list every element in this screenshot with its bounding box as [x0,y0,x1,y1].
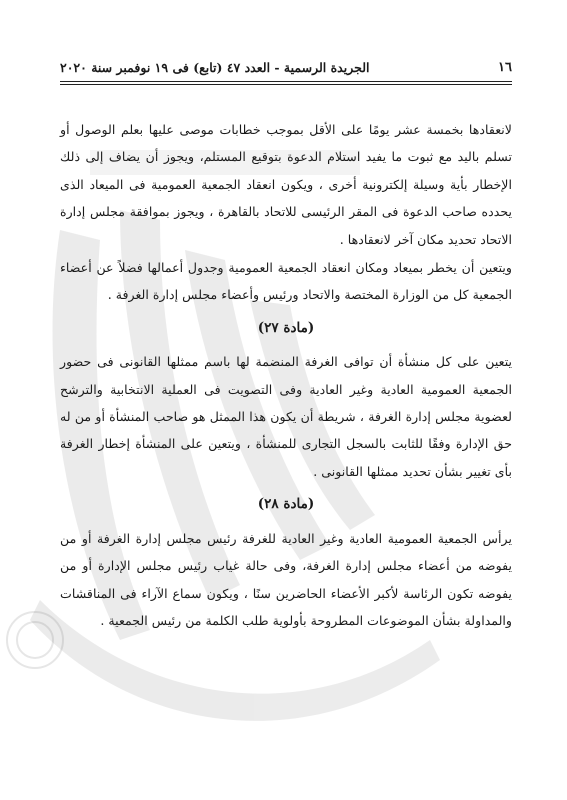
paragraph: ويتعين أن يخطر بميعاد ومكان انعقاد الجمعية العمومية وجدول أعمالها فضلاً عن أعضاء الجمعية كل من الوزارة المختصة والاتحاد ورئيس وأعضاء مجلس إدارة الغرفة . [60,260,512,303]
article-28-heading: (مادة ٢٨) [257,496,315,513]
document-body [60,116,512,634]
document-page [60,60,512,635]
paragraph: لانعقادها بخمسة عشر يومًا على الأقل بموجب خطابات موصى عليها بعلم الوصول أو تسلم باليد مع ثبوت ما يفيد استلام الدعوة بتوقيع المستلم، ويجوز أن يضاف إلى ذلك الإخطار بأية وسيلة إلكترونية أخرى ، ويكون انعقاد الجمعية العمومية فى الميعاد الذى يحدده صاحب الدعوة فى المقر الرئيسى للاتحاد بالقاهرة ، ويجوز بموافقة مجلس إدارة الاتحاد تحديد مكان آخر لانعقادها . [60,122,512,247]
page-header [60,60,512,82]
page-number: ١٦ [498,60,512,75]
article-28-text: يرأس الجمعية العمومية العادية وغير العادية للغرفة رئيس مجلس إدارة الغرفة أو من يفوضه من أعضاء مجلس إدارة الغرفة، وفى حالة غياب رئيس مجلس الإدارة أو من يفوضه تكون الرئاسة لأكبر الأعضاء الحاضرين سنًا ، ويكون سماع الآراء فى المناقشات والمداولة بشأن الموضوعات المطروحة بأولوية طلب الكلمة من رئيس الجمعية . [60,530,512,628]
gazette-title: الجريدة الرسمية - العدد ٤٧ (تابع) فى ١٩ نوفمبر سنة ٢٠٢٠ [60,60,370,75]
article-27-text: يتعين على كل منشأة أن توافى الغرفة المنضمة لها باسم ممثلها القانونى فى حضور الجمعية العمومية العادية وغير العادية وفى التصويت فى العملية الانتخابية والترشح لعضوية مجلس إدارة الغرفة ، شريطة أن يكون هذا الممثل هو صاحب المنشأة أو من له حق الإدارة وفقًا للثابت بالسجل التجارى للمنشأة ، ويتعين على المنشأة إخطار الغرفة بأى تغيير بشأن تحديد ممثلها القانونى . [60,354,512,479]
article-27-heading: (مادة ٢٧) [257,319,315,336]
